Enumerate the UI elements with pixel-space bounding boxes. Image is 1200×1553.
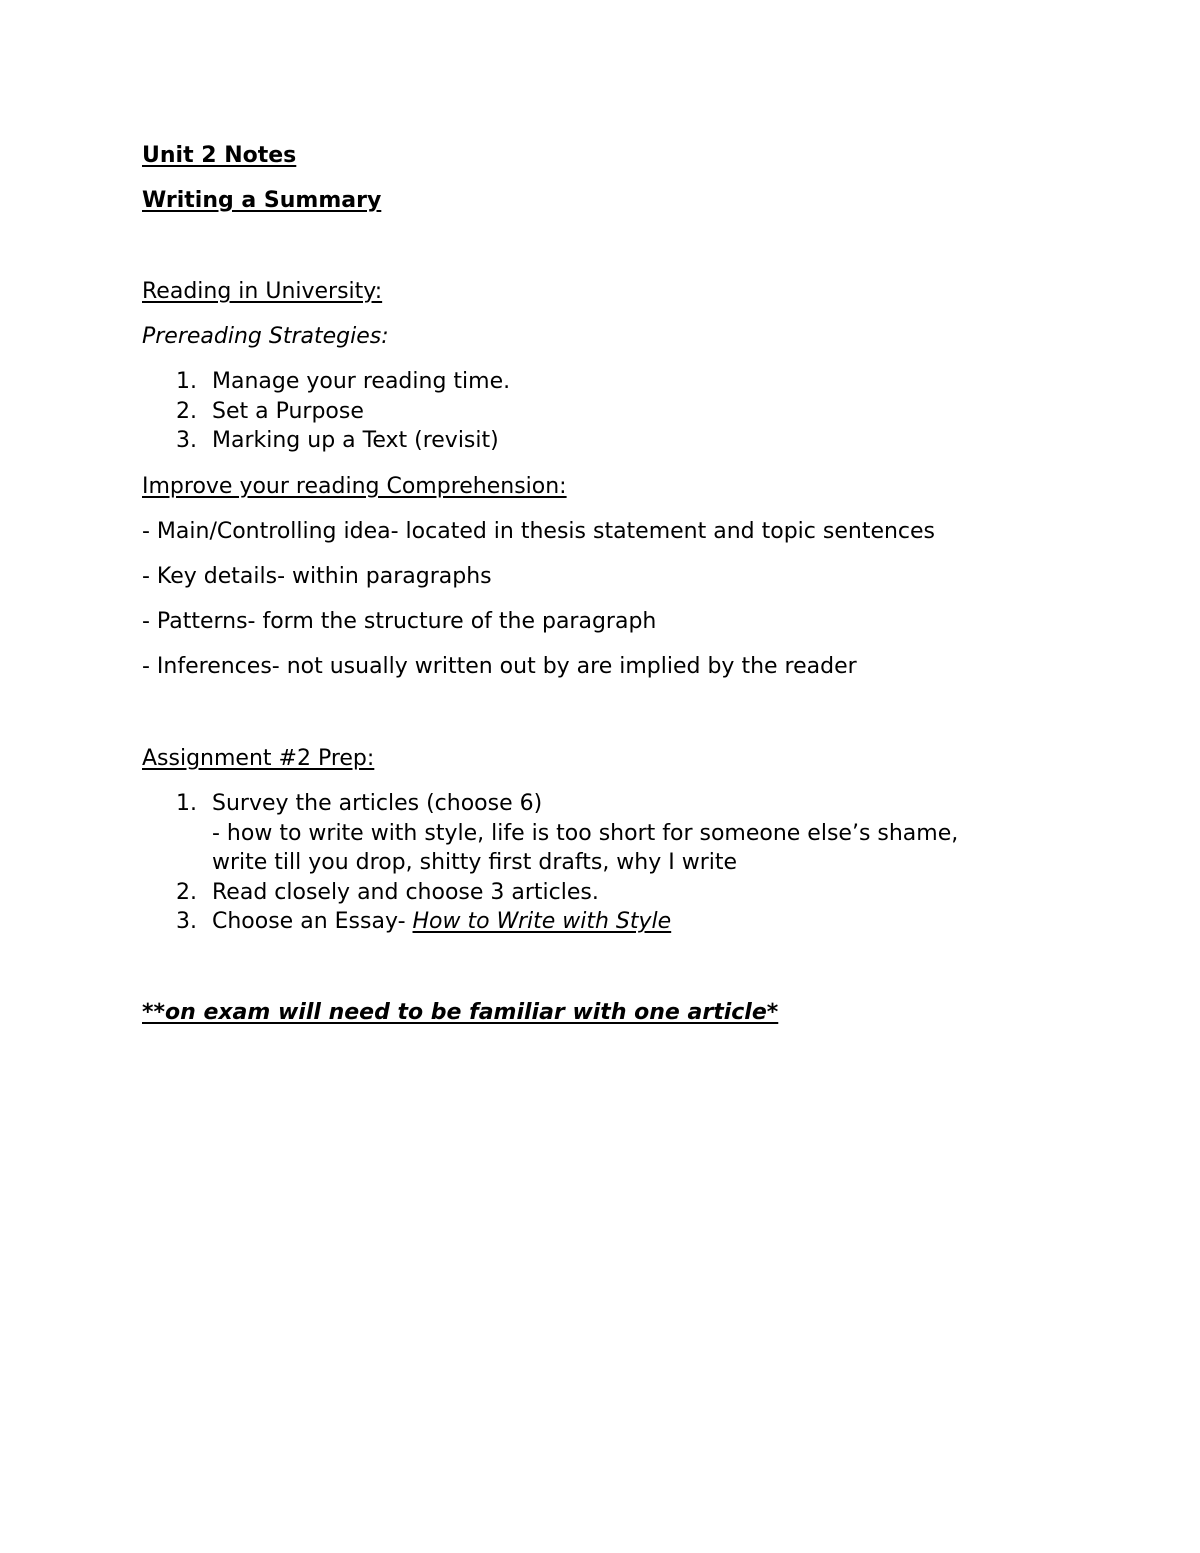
comprehension-point: - Main/Controlling idea- located in thesis statement and topic sentences xyxy=(142,519,936,544)
list-item-text xyxy=(212,911,671,933)
list-number: 1. xyxy=(176,369,197,394)
list-item-subtext: - how to write with style, life is too short for someone else’s shame, xyxy=(212,821,959,846)
list-item-text: Set a Purpose xyxy=(212,399,364,424)
list-number: 2. xyxy=(176,399,197,424)
comprehension-heading: Improve your reading Comprehension: xyxy=(142,474,567,499)
reading-heading: Reading in University: xyxy=(142,279,383,304)
list-item-subtext: write till you drop, shitty first drafts, why I write xyxy=(212,850,738,875)
document-title: Unit 2 Notes xyxy=(142,143,297,168)
list-item-text: Survey the articles (choose 6) xyxy=(212,791,543,816)
comprehension-point: - Patterns- form the structure of the paragraph xyxy=(142,609,657,634)
list-item-prefix: Choose an Essay- xyxy=(212,909,413,934)
list-item-text: Marking up a Text (revisit) xyxy=(212,428,499,453)
list-item-text: Read closely and choose 3 articles. xyxy=(212,880,599,905)
list-item-text: Manage your reading time. xyxy=(212,369,511,394)
list-number: 3. xyxy=(176,909,197,934)
list-number: 3. xyxy=(176,428,197,453)
prereading-heading: Prereading Strategies: xyxy=(142,324,389,349)
list-number: 2. xyxy=(176,880,197,905)
essay-title: How to Write with Style xyxy=(412,909,672,934)
document-subtitle: Writing a Summary xyxy=(142,188,382,213)
comprehension-point: - Key details- within paragraphs xyxy=(142,564,492,589)
exam-note: **on exam will need to be familiar with one article* xyxy=(142,1000,779,1025)
assignment-heading: Assignment #2 Prep: xyxy=(142,746,375,771)
comprehension-point: - Inferences- not usually written out by are implied by the reader xyxy=(142,654,857,679)
list-number: 1. xyxy=(176,791,197,816)
